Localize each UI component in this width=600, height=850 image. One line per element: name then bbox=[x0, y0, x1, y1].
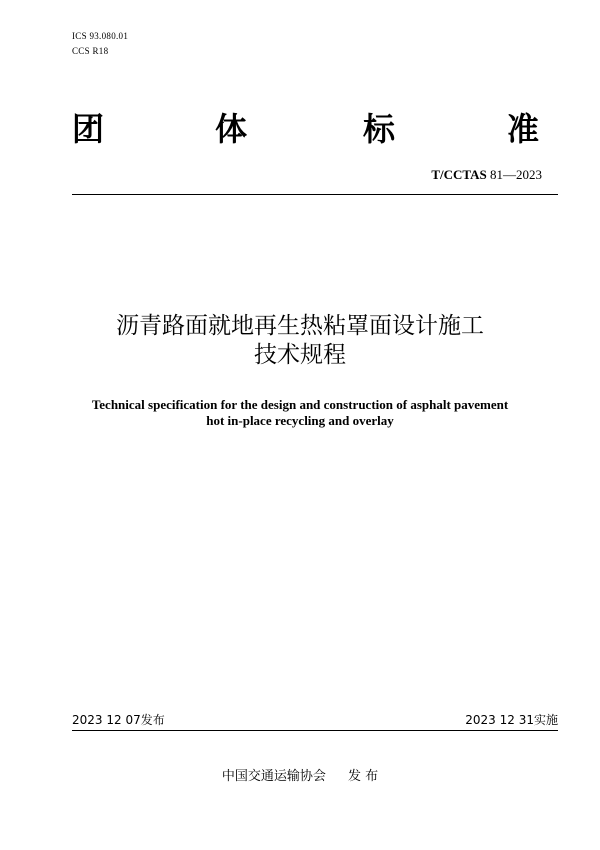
publisher-action: 发 布 bbox=[347, 769, 379, 784]
title-en-line-2: hot in-place recycling and overlay bbox=[206, 413, 394, 428]
standard-type-char-2: 体 bbox=[215, 110, 248, 148]
publisher-line bbox=[0, 769, 600, 785]
standard-code-org: T/CCTAS bbox=[431, 167, 487, 182]
standard-type-char-1: 团 bbox=[72, 110, 105, 148]
implementation-date: 2023 12 31实施 bbox=[465, 713, 558, 727]
publisher-name: 中国交通运输协会 bbox=[221, 769, 326, 784]
title-en-line-1: Technical specification for the design and construction of asphalt pavement bbox=[91, 397, 509, 412]
standard-code bbox=[431, 167, 542, 183]
standard-type-char-3: 标 bbox=[363, 110, 396, 148]
issue-date: 2023 12 07发布 bbox=[72, 713, 165, 727]
ccs-code: CCS R18 bbox=[72, 46, 109, 56]
header-divider bbox=[72, 194, 558, 195]
ics-code: ICS 93.080.01 bbox=[72, 31, 129, 41]
footer-divider bbox=[72, 730, 558, 731]
standard-code-number: 81—2023 bbox=[490, 167, 542, 182]
title-cn-line-2: 技术规程 bbox=[254, 342, 346, 368]
standard-type-char-4: 准 bbox=[507, 110, 540, 148]
title-cn-line-1: 沥青路面就地再生热粘罩面设计施工 bbox=[116, 313, 484, 339]
